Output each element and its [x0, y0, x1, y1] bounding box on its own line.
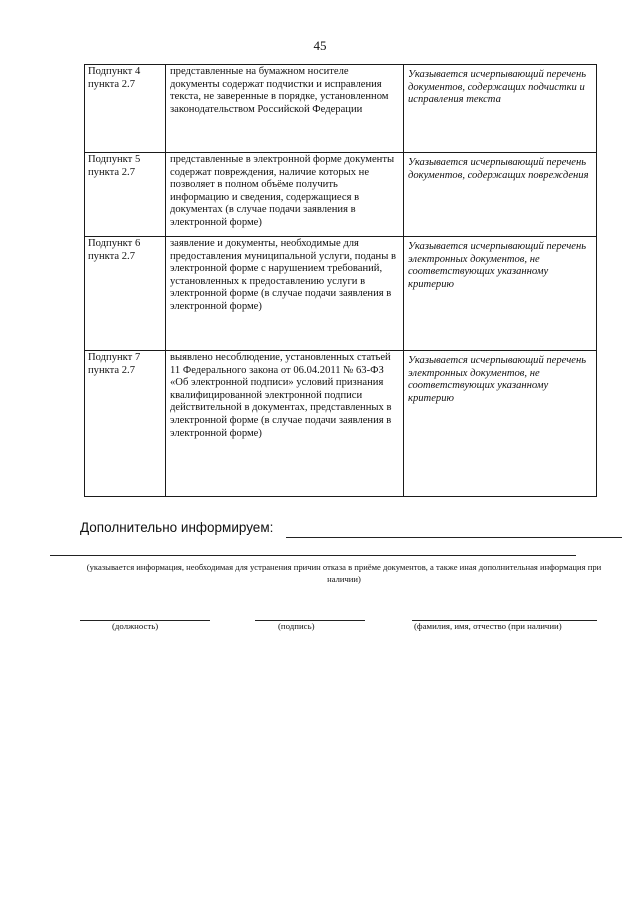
reason-cell: заявление и документы, необходимые для предоставления муниципальной услуги, поданы в электронной форме с нарушением требований, установленных к предоставлению услуги в электронной форме (в случае подачи заявления в электронной форме) — [166, 237, 404, 351]
table-row — [85, 237, 597, 351]
subitem-cell: Подпункт 6 пункта 2.7 — [85, 237, 166, 351]
subitem-cell: Подпункт 4 пункта 2.7 — [85, 65, 166, 153]
additional-info-line — [286, 537, 622, 538]
table-row — [85, 351, 597, 497]
additional-info-hint: (указывается информация, необходимая для устранения причин отказа в приёме документов, а также иная дополнительная информация при наличии) — [86, 562, 602, 584]
table-row — [85, 153, 597, 237]
reason-cell: выявлено несоблюдение, установленных статьей 11 Федерального закона от 06.04.2011 № 63-ФЗ «Об электронной подписи» условий признания квалифицированной электронной подписи действительной в документах, представленных в электронной форме (в случае подачи заявления в электронной форме) — [166, 351, 404, 497]
additional-info-line — [50, 555, 576, 556]
full-name-caption: (фамилия, имя, отчество (при наличии) — [414, 621, 562, 631]
explanation-cell: Указывается исчерпывающий перечень документов, содержащих повреждения — [404, 153, 597, 237]
subitem-cell: Подпункт 7 пункта 2.7 — [85, 351, 166, 497]
subitem-cell: Подпункт 5 пункта 2.7 — [85, 153, 166, 237]
reason-cell: представленные на бумажном носителе документы содержат подчистки и исправления текста, не заверенные в порядке, установленном законодательством Российской Федерации — [166, 65, 404, 153]
reason-cell: представленные в электронной форме документы содержат повреждения, наличие которых не позволяет в полном объёме получить информацию и сведения, содержащиеся в документах (в случае подачи заявления в электронной форме) — [166, 153, 404, 237]
refusal-reasons-table — [84, 64, 597, 497]
page-number: 45 — [313, 38, 327, 53]
explanation-cell: Указывается исчерпывающий перечень документов, содержащих подчистки и исправления текста — [404, 65, 597, 153]
additional-info-label: Дополнительно информируем: — [80, 520, 274, 535]
explanation-cell: Указывается исчерпывающий перечень электронных документов, не соответствующих указанному критерию — [404, 351, 597, 497]
explanation-cell: Указывается исчерпывающий перечень электронных документов, не соответствующих указанному критерию — [404, 237, 597, 351]
position-caption: (должность) — [112, 621, 159, 631]
table-row — [85, 65, 597, 153]
signature-caption: (подпись) — [278, 621, 315, 631]
